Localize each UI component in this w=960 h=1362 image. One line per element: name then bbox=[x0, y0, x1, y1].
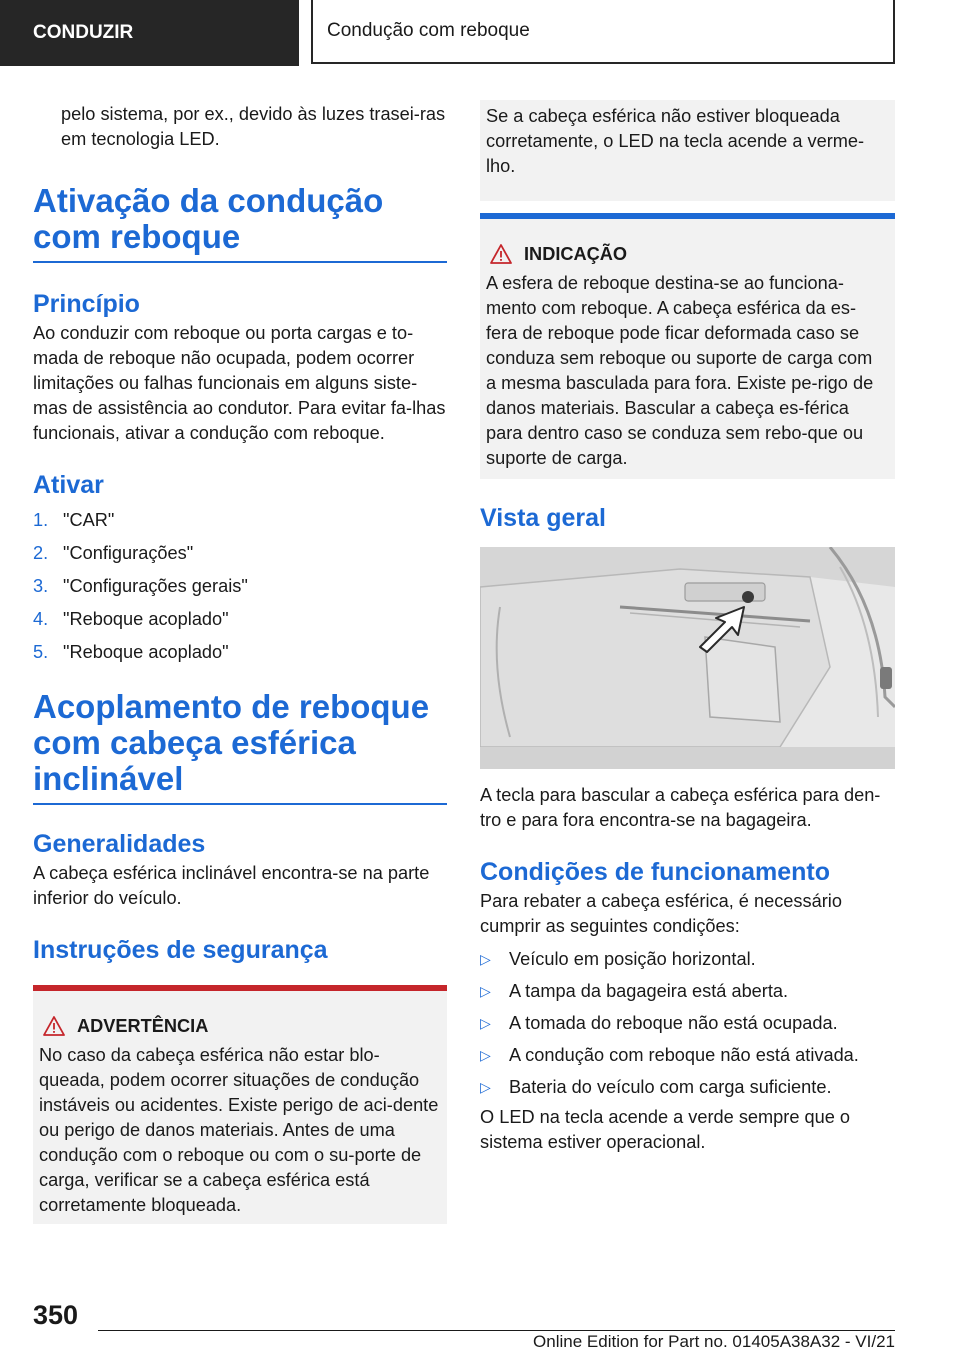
heading-instrucoes: Instruções de segurança bbox=[33, 936, 328, 964]
step-number: 3. bbox=[33, 576, 49, 596]
condition-text: A tomada do reboque não está ocupada. bbox=[509, 1013, 838, 1033]
heading-vista-geral: Vista geral bbox=[480, 504, 607, 532]
warning-box bbox=[33, 985, 447, 1224]
warning-text: No caso da cabeça esférica não estar blo-queada, podem ocorrer situações de condução instáveis ou acidentes. Existe perigo de aci-dente ou perigo de danos materiais. Antes de uma condução com o reboque ou com o su-porte de carga, verificar se a cabeça esférica está corretamente bloqueada. bbox=[39, 1045, 439, 1215]
heading-condicoes: Condições de funcionamento bbox=[480, 858, 831, 886]
note-header bbox=[486, 241, 887, 267]
warning-title: ADVERTÊNCIA bbox=[77, 1016, 209, 1036]
steps-list bbox=[33, 504, 447, 669]
list-item bbox=[480, 1071, 895, 1103]
chapter-title: Condução com reboque bbox=[311, 0, 895, 64]
principio-paragraph: Ao conduzir com reboque ou porta cargas e to-mada de reboque não ocupada, podem ocorrer limitações ou falhas funcionais em alguns siste-mas de assistência ao condutor. Para evitar fa-lhas funcionais, ativar a condução com reboque. bbox=[33, 323, 446, 443]
step-number: 4. bbox=[33, 609, 49, 629]
page-header bbox=[0, 0, 960, 66]
warning-continued-text: Se a cabeça esférica não estiver bloqueada corretamente, o LED na tecla acende a verme-lho. bbox=[486, 106, 865, 176]
heading-acoplamento: Acoplamento de reboque com cabeça esférica inclinável bbox=[33, 688, 430, 797]
triangle-right-icon: ▷ bbox=[480, 983, 491, 999]
list-item bbox=[33, 537, 447, 570]
led-paragraph: O LED na tecla acende a verde sempre que o sistema estiver operacional. bbox=[480, 1107, 851, 1152]
step-text: "Reboque acoplado" bbox=[63, 642, 229, 662]
condition-text: A condução com reboque não está ativada. bbox=[509, 1045, 859, 1065]
warning-box-continued bbox=[480, 100, 895, 201]
heading-acoplamento-block bbox=[33, 689, 447, 805]
condicoes-paragraph: Para rebater a cabeça esférica, é necessário cumprir as seguintes condições: bbox=[480, 891, 842, 936]
step-number: 2. bbox=[33, 543, 49, 563]
section-tab: CONDUZIR bbox=[0, 0, 299, 66]
step-text: "CAR" bbox=[63, 510, 115, 530]
list-item bbox=[480, 943, 895, 975]
right-column bbox=[480, 100, 895, 1155]
warning-header bbox=[39, 1013, 439, 1039]
heading-ativacao-block bbox=[33, 183, 447, 263]
generalidades-paragraph: A cabeça esférica inclinável encontra-se na parte inferior do veículo. bbox=[33, 863, 430, 908]
triangle-right-icon: ▷ bbox=[480, 951, 491, 967]
footer-divider bbox=[98, 1330, 895, 1331]
note-title: INDICAÇÃO bbox=[524, 244, 628, 264]
step-text: "Reboque acoplado" bbox=[63, 609, 229, 629]
heading-ativar: Ativar bbox=[33, 471, 104, 499]
condition-text: Bateria do veículo com carga suficiente. bbox=[509, 1077, 832, 1097]
note-text: A esfera de reboque destina-se ao funciona-mento com reboque. A cabeça esférica da es-fera de reboque pode ficar deformada caso se conduza sem reboque ou suporte de carga com a mesma basculada para fora. Existe pe-rigo de danos materiais. Bascular a cabeça es-férica para dentro caso se conduza sem rebo-que ou suporte de carga. bbox=[486, 273, 874, 468]
list-item bbox=[33, 504, 447, 537]
triangle-right-icon: ▷ bbox=[480, 1047, 491, 1063]
list-item bbox=[33, 603, 447, 636]
list-item bbox=[480, 975, 895, 1007]
triangle-right-icon: ▷ bbox=[480, 1015, 491, 1031]
triangle-right-icon: ▷ bbox=[480, 1079, 491, 1095]
warning-triangle-icon bbox=[490, 244, 512, 264]
edition-text: Online Edition for Part no. 01405A38A32 - VI/21 bbox=[533, 1332, 895, 1351]
intro-paragraph: pelo sistema, por ex., devido às luzes trasei-ras em tecnologia LED. bbox=[61, 104, 446, 149]
figure-caption: A tecla para bascular a cabeça esférica para den-tro e para fora encontra-se na bagageira. bbox=[480, 785, 881, 830]
step-text: "Configurações" bbox=[63, 543, 194, 563]
heading-ativacao: Ativação da condução com reboque bbox=[33, 182, 384, 255]
trunk-illustration bbox=[480, 547, 895, 769]
page-footer bbox=[0, 1290, 960, 1362]
heading-generalidades: Generalidades bbox=[33, 830, 206, 858]
heading-principio: Princípio bbox=[33, 290, 140, 318]
step-number: 5. bbox=[33, 642, 49, 662]
condition-text: A tampa da bagageira está aberta. bbox=[509, 981, 789, 1001]
note-box bbox=[480, 213, 895, 479]
conditions-list bbox=[480, 943, 895, 1103]
list-item bbox=[33, 570, 447, 603]
step-number: 1. bbox=[33, 510, 49, 530]
list-item bbox=[480, 1007, 895, 1039]
list-item bbox=[480, 1039, 895, 1071]
left-column bbox=[33, 100, 447, 1224]
trunk-drawing bbox=[480, 547, 895, 769]
step-text: "Configurações gerais" bbox=[63, 576, 248, 596]
list-item bbox=[33, 636, 447, 669]
page-number: 350 bbox=[33, 1300, 79, 1330]
warning-triangle-icon bbox=[43, 1016, 65, 1036]
condition-text: Veículo em posição horizontal. bbox=[509, 949, 756, 969]
